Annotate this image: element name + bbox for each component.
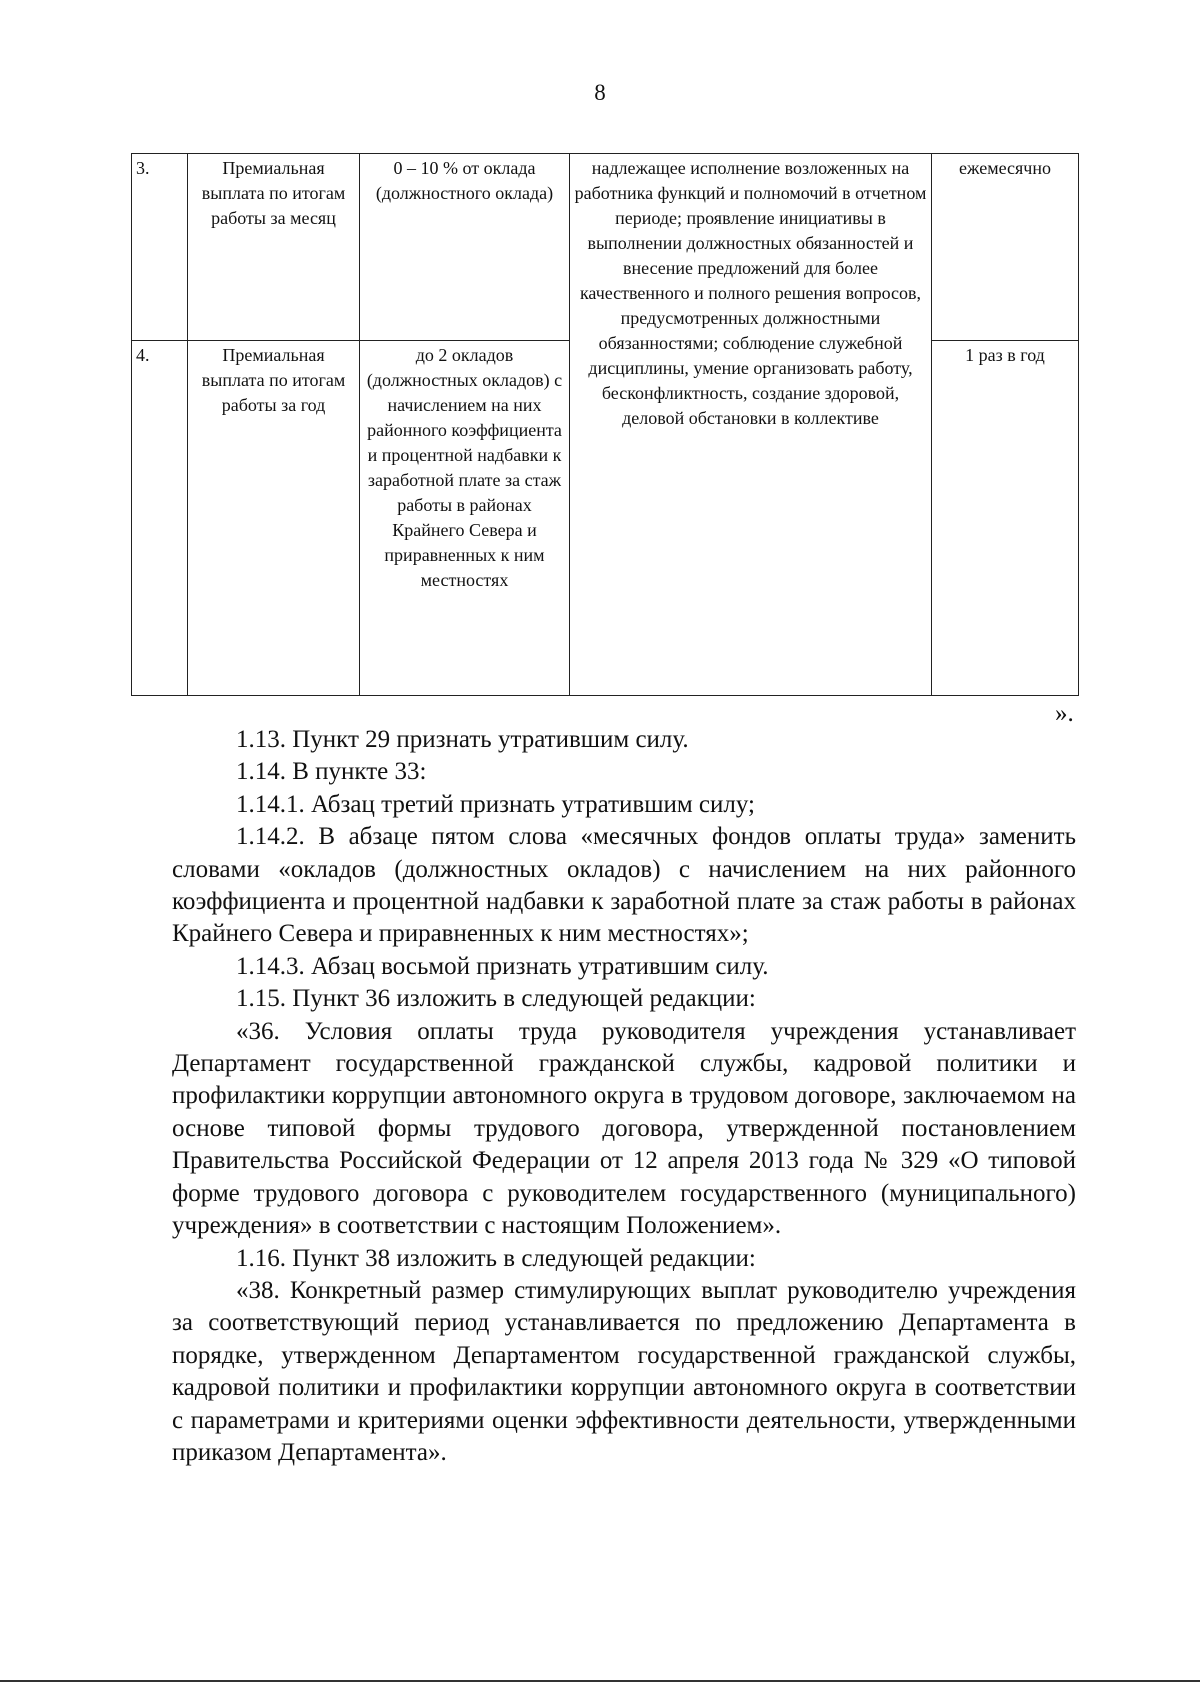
payment-amount: 0 – 10 % от оклада (должностного оклада) — [360, 154, 570, 341]
page-number: 8 — [594, 80, 606, 105]
payment-name: Премиальная выплата по итогам работы за месяц — [188, 154, 360, 341]
closing-quote: ». — [1055, 700, 1074, 727]
paragraph: 1.13. Пункт 29 признать утратившим силу. — [236, 726, 689, 753]
paragraph: 1.16. Пункт 38 изложить в следующей редакции: — [236, 1244, 756, 1272]
paragraph: 1.14. В пункте 33: — [236, 758, 427, 786]
paragraph: «36. Условия оплаты труда руководителя учреждения устанавливает Департамент государственной гражданской службы, кадровой политики и профилактики коррупции автономного округа в трудовом договоре, заключаемом на основе типовой формы трудового договора, утвержденной постановлением Правительства Российской Федерации от 12 апреля 2013 года № 329 «О типовой форме трудового договора с руководителем государственного (муниципального) учреждения» в соответствии с настоящим Положением». — [172, 1017, 1076, 1240]
paragraph: 1.14.2. В абзаце пятом слова «месячных фондов оплаты труда» заменить словами «окладов (должностных окладов) с начислением на них районного коэффициента и процентной надбавки к заработной плате за стаж работы в районах Крайнего Севера и приравненных к ним местностях»; — [172, 823, 1076, 948]
payment-criteria: надлежащее исполнение возложенных на работника функций и полномочий в отчетном периоде; проявление инициативы в выполнении должностных обязанностей и внесение предложений для более качественного и полного решения вопросов, предусмотренных должностными обязанностями; соблюдение служебной дисциплины, умение организовать работу, бесконфликтность, создание здоровой, деловой обстановки в коллективе — [570, 154, 932, 696]
document-body — [172, 724, 1076, 1469]
paragraph: 1.14.1. Абзац третий признать утратившим силу; — [236, 790, 755, 818]
paragraph: 1.14.3. Абзац восьмой признать утратившим силу. — [236, 952, 769, 980]
paragraph: 1.15. Пункт 36 изложить в следующей редакции: — [236, 985, 756, 1013]
payment-name: Премиальная выплата по итогам работы за год — [188, 341, 360, 696]
scan-edge-line — [0, 1680, 1200, 1682]
table-row — [132, 154, 1079, 341]
payments-table — [131, 153, 1079, 696]
paragraph: «38. Конкретный размер стимулирующих выплат руководителю учреждения за соответствующий период устанавливается по предложению Департамента в порядке, утвержденном Департаментом государственной гражданской службы, кадровой политики и профилактики коррупции автономного округа в соответствии с параметрами и критериями оценки эффективности деятельности, утвержденными приказом Департамента». — [172, 1276, 1076, 1466]
payment-period: ежемесячно — [932, 154, 1079, 341]
payment-period: 1 раз в год — [932, 341, 1079, 696]
row-number: 3. — [132, 154, 188, 341]
payment-amount: до 2 окладов (должностных окладов) с начислением на них районного коэффициента и процентной надбавки к заработной плате за стаж работы в районах Крайнего Севера и приравненных к ним местностях — [360, 341, 570, 696]
row-number: 4. — [132, 341, 188, 696]
